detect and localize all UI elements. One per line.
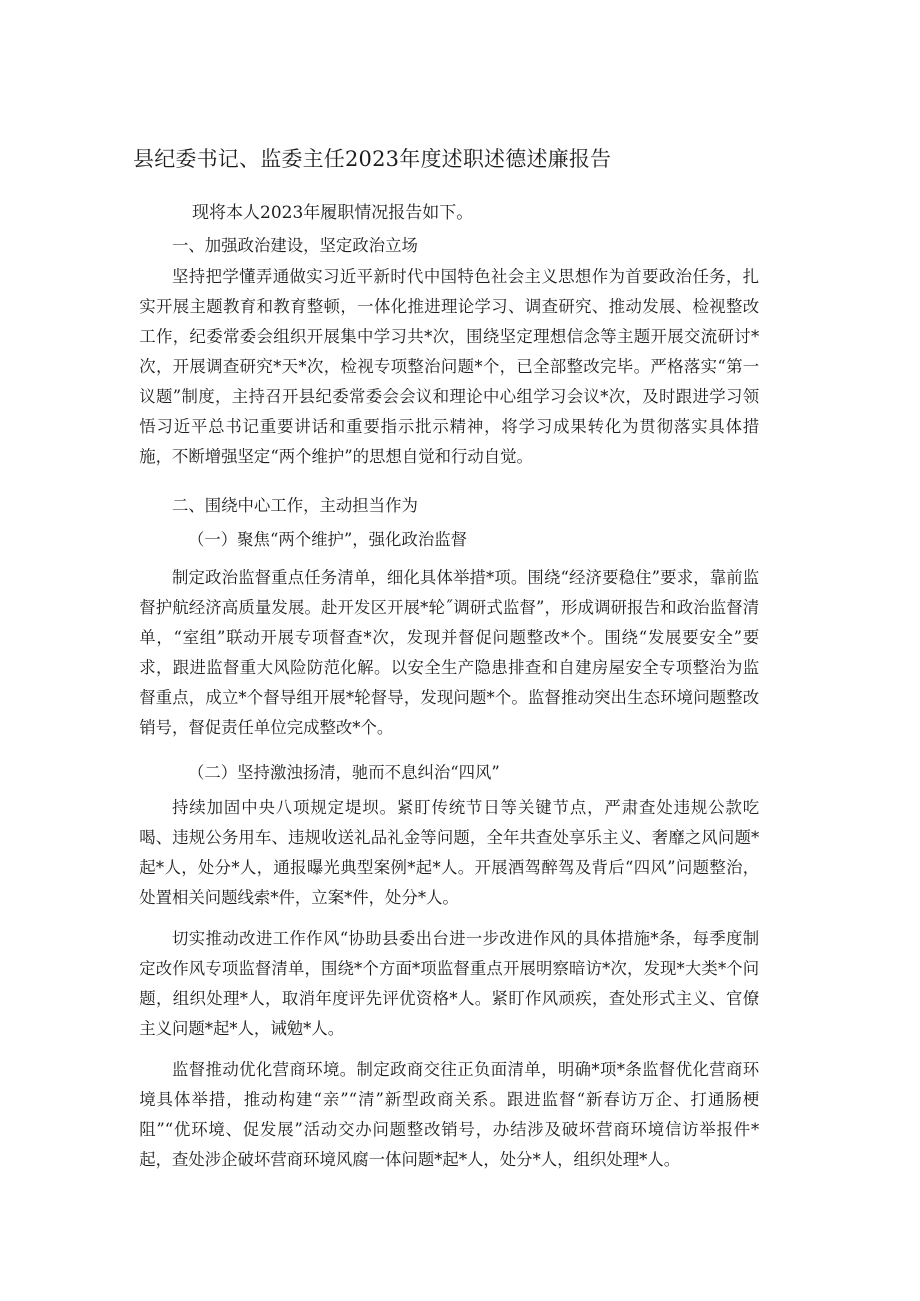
subsection2-paragraph-1: 持续加固中央八项规定堤坝。紧盯传统节日等关键节点，严肃查处违规公款吃喝、违规公务用车、违规收送礼品礼金等问题，全年共查处享乐主义、奢靡之风问题*起*人，处分*人，通报曝光典型案例*起*人。开展酒驾醉驾及背后“四风”问题整治，处置相关问题线索*件，立案*件，处分*人。 [139, 798, 760, 907]
subsection2-heading: （二）坚持激浊扬清，驰而不息纠治“四风” [188, 763, 500, 782]
subsection2-paragraph-3: 监督推动优化营商环境。制定政商交往正负面清单，明确*项*条监督优化营商环境具体举措，推动构建“亲”“清”新型政商关系。跟进监督“新春访万企、打通肠梗阻”“优环境、促发展”活动交办问题整改销号，办结涉及破坏营商环境信访举报件*起，查处涉企破坏营商环境风腐一体问题*起*人，处分*人，组织处理*人。 [139, 1060, 760, 1169]
subsection1-paragraph: 制定政治监督重点任务清单，细化具体举措*项。围绕“经济要稳住”要求，靠前监督护航经济高质量发展。赴开发区开展*轮˝调研式监督”，形成调研报告和政治监督清单，“室组”联动开展专项督查*次，发现并督促问题整改*个。围绕“发展要安全”要求，跟进监督重大风险防范化解。以安全生产隐患排查和自建房屋安全专项整治为监督重点，成立*个督导组开展*轮督导，发现问题*个。监督推动突出生态环境问题整改销号，督促责任单位完成整改*个。 [139, 568, 760, 737]
document-title: 县纪委书记、监委主任2023年度述职述德述廉报告 [133, 147, 612, 171]
section1-heading: 一、加强政治建设，坚定政治立场 [172, 236, 418, 255]
section2-heading: 二、围绕中心工作，主动担当作为 [172, 496, 418, 515]
section1-paragraph: 坚持把学懂弄通做实习近平新时代中国特色社会主义思想作为首要政治任务，扎实开展主题教育和教育整顿，一体化推进理论学习、调查研究、推动发展、检视整改工作，纪委常委会组织开展集中学习共*次，围绕坚定理想信念等主题开展交流研讨*次，开展调查研究*天*次，检视专项整治问题*个，已全部整改完毕。严格落实“第一议题”制度，主持召开县纪委常委会会议和理论中心组学习会议*次，及时跟进学习领悟习近平总书记重要讲话和重要指示批示精神，将学习成果转化为贯彻落实具体措施，不断增强坚定“两个维护”的思想自觉和行动自觉。 [139, 267, 760, 466]
subsection1-heading: （一）聚焦“两个维护”，强化政治监督 [188, 530, 468, 549]
subsection2-paragraph-2: 切实推动改进工作作风“协助县委出台进一步改进作风的具体措施*条，每季度制定改作风专项监督清单，围绕*个方面*项监督重点开展明察暗访*次，发现*大类*个问题，组织处理*人，取消年度评先评优资格*人。紧盯作风顽疾，查处形式主义、官僚主义问题*起*人，诫勉*人。 [139, 929, 760, 1038]
intro-line: 现将本人2023年履职情况报告如下。 [192, 203, 474, 223]
